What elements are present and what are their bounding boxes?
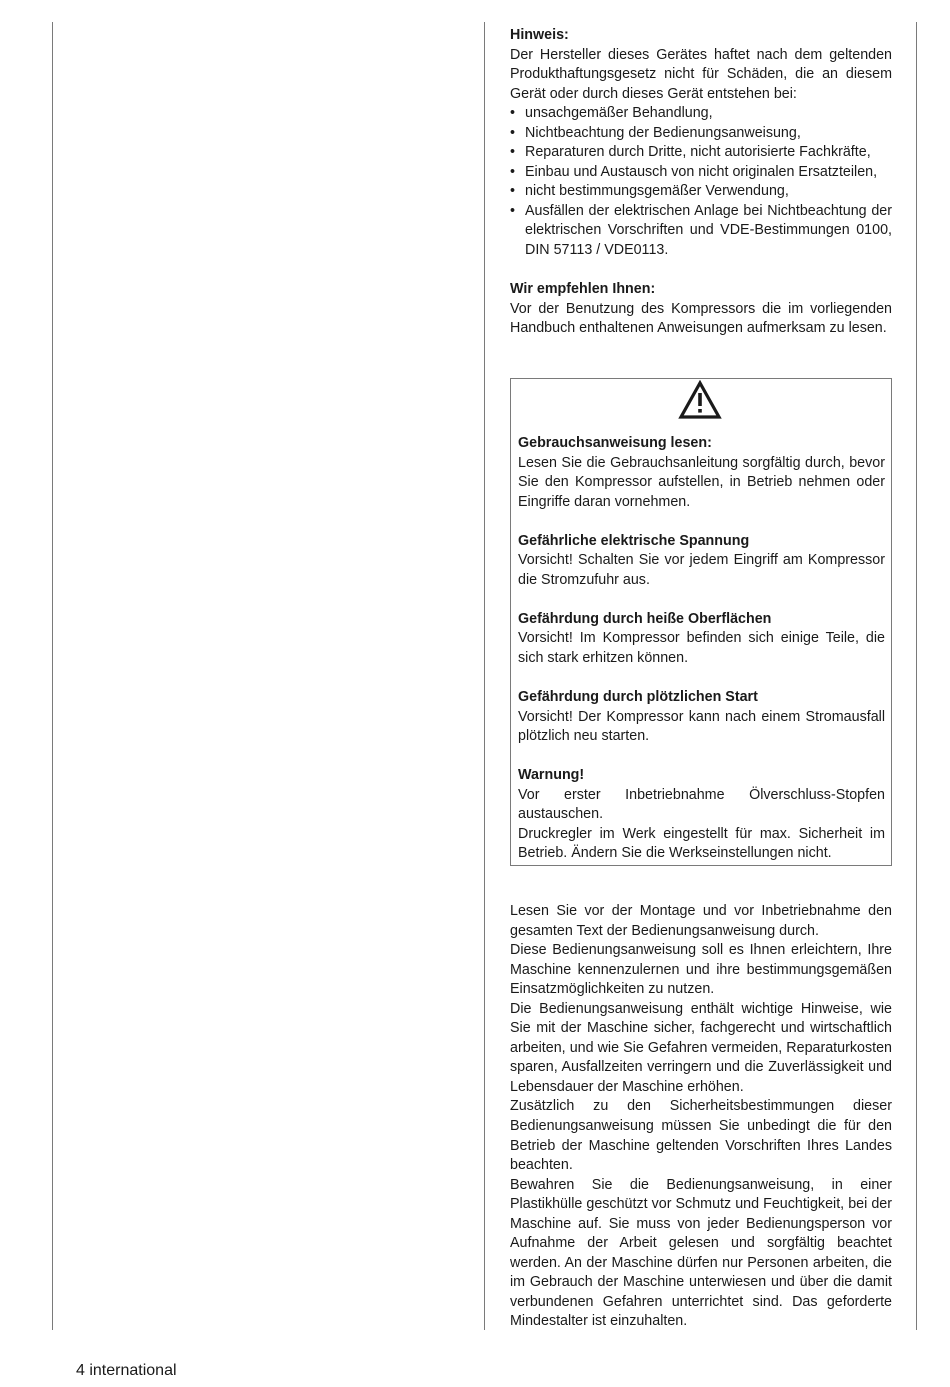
warning-section-text: Vor erster Inbetriebnahme Ölverschluss-Stopfen austauschen. <box>518 786 885 823</box>
list-item: • nicht bestimmungsgemäßer Verwendung, <box>510 182 892 202</box>
list-item: • Ausfällen der elektrischen Anlage bei Nichtbeachtung der elektrischen Vorschriften und VDE-Bestimmungen 0100, DIN 57113 / VDE0113. <box>510 202 892 261</box>
paragraph: Lesen Sie vor der Montage und vor Inbetriebnahme den gesamten Text der Bedienungsanweisung durch. <box>510 903 892 939</box>
hinweis-title: Hinweis: <box>510 27 569 43</box>
hinweis-intro: Der Hersteller dieses Gerätes haftet nach dem geltenden Produkthaftungsgesetz nicht für Schäden, die an diesem Gerät oder durch dieses Gerät entstehen bei: <box>510 46 892 102</box>
warning-section-title: Gefährliche elektrische Spannung <box>518 532 750 549</box>
warning-section-title: Gefährdung durch heiße Oberflächen <box>518 610 772 627</box>
paragraph: Die Bedienungsanweisung enthält wichtige Hinweise, wie Sie mit der Maschine sicher, fachgerecht und wirtschaftlich arbeiten, und wie Sie Gefahren vermeiden, Reparaturkosten sparen, Ausfallzeiten verringern und die Zuverlässigkeit und Lebensdauer der Maschine erhöhen. <box>510 1000 892 1095</box>
warning-section-text: Lesen Sie die Gebrauchsanleitung sorgfältig durch, bevor Sie den Kompressor aufstellen, in Betrieb nehmen oder Eingriffe daran vornehmen. <box>518 454 885 510</box>
warning-section-text: Vorsicht! Im Kompressor befinden sich einige Teile, die sich stark erhitzen können. <box>518 630 885 667</box>
warning-section-text: Vorsicht! Schalten Sie vor jedem Eingriff am Kompressor die Stromzufuhr aus. <box>518 552 885 588</box>
warning-section-title: Warnung! <box>518 767 585 784</box>
empfehlung-title: Wir empfehlen Ihnen: <box>510 281 656 298</box>
warning-section-title: Gebrauchsanweisung lesen: <box>518 435 712 451</box>
warning-box <box>510 378 892 866</box>
warning-section-text: Druckregler im Werk eingestellt für max. Sicherheit im Betrieb. Ändern Sie die Werkseinstellungen nicht. <box>518 825 885 862</box>
list-item: • unsachgemäßer Behandlung, <box>510 104 892 124</box>
list-item: • Reparaturen durch Dritte, nicht autorisierte Fachkräfte, <box>510 143 892 163</box>
list-item: • Einbau und Austausch von nicht originalen Ersatzteilen, <box>510 163 892 183</box>
list-item: • Nichtbeachtung der Bedienungsanweisung, <box>510 124 892 144</box>
hinweis-section <box>510 26 892 339</box>
hinweis-list <box>510 104 892 260</box>
paragraph: Bewahren Sie die Bedienungsanweisung, in einer Plastikhülle geschützt vor Schmutz und Feuchtigkeit, bei der Maschine auf. Sie muss von jeder Bedienungsperson vor Aufnahme der Arbeit gelesen und sorgfältig beachtet werden. An der Maschine dürfen nur Personen arbeiten, die im Gebrauch der Maschine unterwiesen und über die damit verbundenen Gefahren unterrichtet sind. Das geforderte Mindestalter ist einzuhalten. <box>510 1176 892 1330</box>
warning-triangle-icon <box>678 380 722 420</box>
column-divider-left <box>52 22 53 1330</box>
column-divider-center <box>484 22 485 1330</box>
warning-section-text: Vorsicht! Der Kompressor kann nach einem Stromausfall plötzlich neu starten. <box>518 708 885 745</box>
main-text <box>510 902 892 1332</box>
warning-content <box>518 434 885 864</box>
warning-section-title: Gefährdung durch plötzlichen Start <box>518 689 758 706</box>
column-divider-right <box>916 22 917 1330</box>
paragraph: Diese Bedienungsanweisung soll es Ihnen erleichtern, Ihre Maschine kennenzulernen und ihre bestimmungsgemäßen Einsatzmöglichkeiten zu nutzen. <box>510 942 892 998</box>
empfehlung-text: Vor der Benutzung des Kompressors die im vorliegenden Handbuch enthaltenen Anweisungen aufmerksam zu lesen. <box>510 300 892 337</box>
page-footer: 4 international <box>76 1362 177 1379</box>
paragraph: Zusätzlich zu den Sicherheitsbestimmungen dieser Bedienungsanweisung müssen Sie unbedingt die für den Betrieb der Maschine geltenden Vorschriften Ihres Landes beachten. <box>510 1098 892 1174</box>
